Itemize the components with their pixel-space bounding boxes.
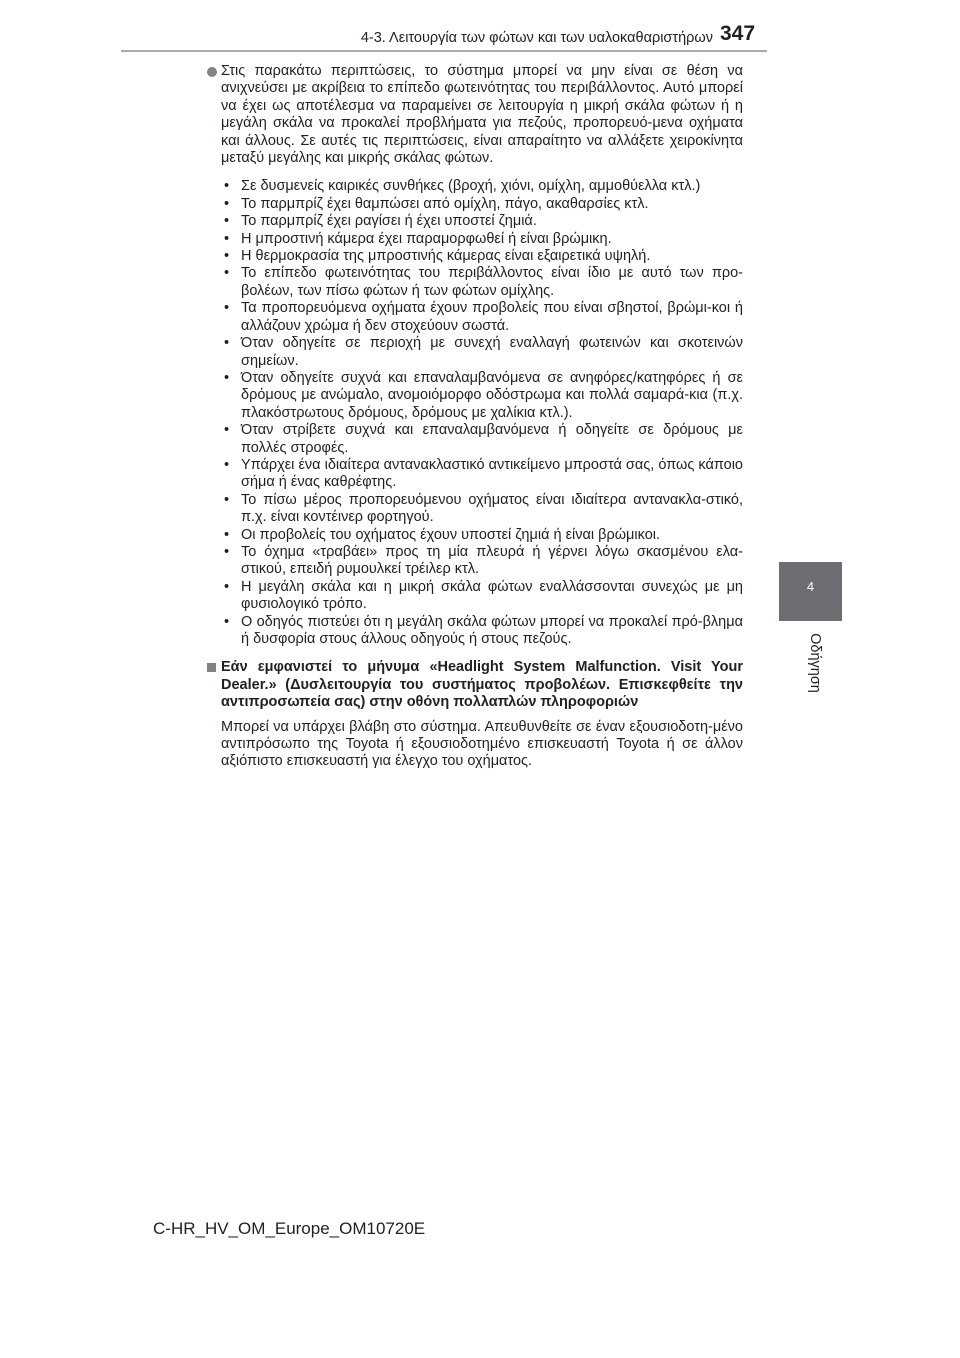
bullet-dot-icon: •	[224, 178, 230, 195]
bullet-dot-icon: •	[224, 613, 230, 630]
list-item-text: Το επίπεδο φωτεινότητας του περιβάλλοντος είναι ίδιο με αυτό των προ-βολέων, των πίσω φώτων ή των φώτων ομίχλης.	[241, 265, 743, 299]
list-item-text: Το παρμπρίζ έχει θαμπώσει από ομίχλη, πάγο, ακαθαρσίες κτλ.	[241, 195, 649, 212]
list-item-text: Όταν οδηγείτε σε περιοχή με συνεχή εναλλαγή φωτεινών και σκοτεινών σημείων.	[241, 335, 743, 369]
bullet-dot-icon: •	[224, 195, 230, 212]
bullet-dot-icon: •	[224, 456, 230, 473]
list-item-text: Ο οδηγός πιστεύει ότι η μεγάλη σκάλα φώτων μπορεί να προκαλεί πρό-βλημα ή δυσφορία στους άλλους οδηγούς ή στους πεζούς.	[241, 613, 743, 647]
bullet-dot-icon: •	[224, 300, 230, 317]
list-item-text: Όταν στρίβετε συχνά και επαναλαμβανόμενα ή οδηγείτε σε δρόμους με πολλές στροφές.	[241, 422, 743, 456]
list-item	[221, 544, 743, 579]
page-number: 347	[720, 22, 756, 45]
document-code: C-HR_HV_OM_Europe_OM10720E	[153, 1219, 426, 1238]
list-item-text: Οι προβολείς του οχήματος έχουν υποστεί ζημιά ή είναι βρώμικοι.	[241, 526, 661, 543]
list-item	[221, 196, 743, 213]
running-header-section: 4-3. Λειτουργία των φώτων και των υαλοκαθαριστήρων	[360, 30, 713, 46]
list-item	[221, 579, 743, 614]
list-item-text: Το πίσω μέρος προπορευόμενου οχήματος είναι ιδιαίτερα αντανακλα-στικό, π.χ. είναι κοντέινερ φορτηγού.	[241, 491, 743, 526]
bullet-dot-icon: •	[224, 248, 230, 265]
list-item	[221, 335, 743, 370]
intro-paragraph: Στις παρακάτω περιπτώσεις, το σύστημα μπορεί να μην είναι σε θέση να ανιχνεύσει με ακρίβεια το επίπεδο φωτεινότητας του περιβάλλοντος. Αυτό μπορεί να έχει ως αποτέλεσμα να παραμείνει σε λειτουργία η μικρή σκάλα φώτων ή η μεγάλη σκάλα να προκαλεί προβλήματα για πεζούς, προπορευό-μενα οχήματα και άλλους. Σε αυτές τις περιπτώσεις, είναι απαραίτητο να αλλάξετε χειροκίνητα μεταξύ μεγάλης και μικρής σκάλας φώτων.	[221, 63, 743, 167]
list-item	[221, 248, 743, 265]
list-item-text: Η μπροστινή κάμερα έχει παραμορφωθεί ή είναι βρώμικη.	[241, 230, 612, 247]
list-item	[221, 213, 743, 230]
list-item-text: Η θερμοκρασία της μπροστινής κάμερας είναι εξαιρετικά υψηλή.	[241, 248, 651, 265]
list-item-text: Το όχημα «τραβάει» προς τη μία πλευρά ή γέρνει λόγω σκασμένου ελα-στικού, επειδή ρυμουλκεί τρέιλερ κτλ.	[241, 543, 743, 578]
list-item-text: Το παρμπρίζ έχει ραγίσει ή έχει υποστεί ζημιά.	[241, 213, 537, 230]
list-item	[221, 457, 743, 492]
chapter-tab	[779, 562, 842, 621]
header-rule	[121, 50, 767, 52]
bullet-dot-icon: •	[224, 265, 230, 282]
square-bullet-icon	[207, 663, 216, 672]
list-item-text: Υπάρχει ένα ιδιαίτερα αντανακλαστικό αντικείμενο μπροστά σας, όπως κάποιο σήμα ή ένας καθρέφτης.	[241, 456, 743, 491]
list-item-text: Η μεγάλη σκάλα και η μικρή σκάλα φώτων εναλλάσσονται συνεχώς με μη φυσιολογικό τρόπο.	[241, 578, 743, 613]
list-item	[221, 527, 743, 544]
bullet-dot-icon: •	[224, 491, 230, 508]
chapter-number: 4	[806, 579, 815, 594]
list-item	[221, 492, 743, 527]
main-content	[221, 63, 743, 771]
list-item	[221, 300, 743, 335]
list-item-text: Τα προπορευόμενα οχήματα έχουν προβολείς που είναι σβηστοί, βρώμι-κοι ή αλλάζουν χρώμα ή δεν στοχεύουν σωστά.	[241, 300, 743, 334]
bullet-dot-icon: •	[224, 422, 230, 439]
warning-body: Μπορεί να υπάρχει βλάβη στο σύστημα. Απευθυνθείτε σε έναν εξουσιοδοτη-μένο αντιπρόσωπο της Toyota ή εξουσιοδοτημένο επισκευαστή Toyota ή σε άλλον αξιόπιστο επισκευαστή για έλεγχο του οχήματος.	[221, 718, 743, 770]
list-item	[221, 370, 743, 422]
bullet-dot-icon: •	[224, 543, 230, 560]
list-item	[221, 231, 743, 248]
list-item	[221, 422, 743, 457]
list-item	[221, 265, 743, 300]
condition-list	[221, 178, 743, 648]
bullet-dot-icon: •	[224, 369, 230, 386]
note-item	[221, 63, 743, 167]
list-item-text: Όταν οδηγείτε συχνά και επαναλαμβανόμενα σε ανηφόρες/κατηφόρες ή σε δρόμους με ανώμαλο, ανομοιόμορφο οδόστρωμα και πολλά σαμαρά-κια (π.χ. πλακόστρωτους δρόμους, δρόμους με χαλίκια κτλ.).	[241, 369, 743, 421]
circle-bullet-icon	[207, 67, 217, 77]
bullet-dot-icon: •	[224, 578, 230, 595]
bullet-dot-icon: •	[224, 526, 230, 543]
bullet-dot-icon: •	[224, 213, 230, 230]
list-item	[221, 178, 743, 195]
bullet-dot-icon: •	[224, 230, 230, 247]
bullet-dot-icon: •	[224, 335, 230, 352]
chapter-label: Οδήγηση	[807, 633, 823, 693]
list-item-text: Σε δυσμενείς καιρικές συνθήκες (βροχή, χιόνι, ομίχλη, αμμοθύελλα κτλ.)	[241, 178, 701, 195]
warning-heading-item	[221, 659, 743, 711]
list-item	[221, 614, 743, 649]
warning-heading: Εάν εμφανιστεί το μήνυμα «Headlight System Malfunction. Visit Your Dealer.» (Δυσλειτουργία του συστήματος προβολέων. Επισκεφθείτε την αντιπροσωπεία σας) στην οθόνη πολλαπλών πληροφοριών	[221, 659, 743, 711]
